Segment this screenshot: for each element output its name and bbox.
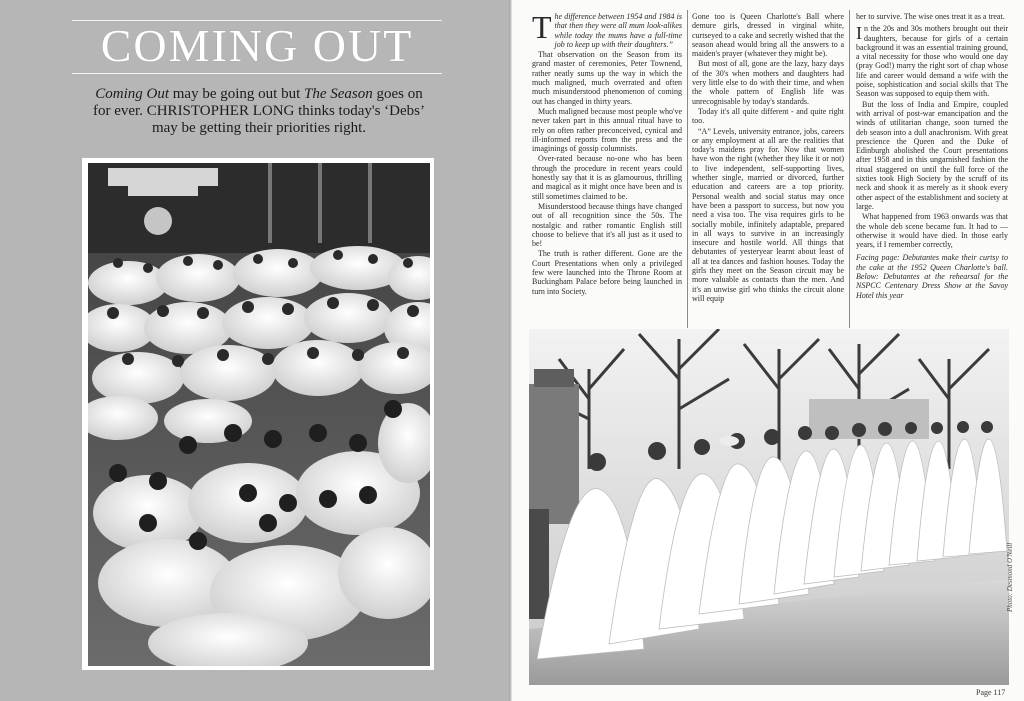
col3-dropcap-text: n the 20s and 30s mothers brought out their daughters, because for girls of a certain background it was an essential training ground, a vital necessity for those who would one day (pray God!) marry the right sort of chap whose life and career would demand a wife with the poise, sophistication and social skills that The Season was supposed to equip them with.	[856, 24, 1008, 99]
standfirst-title-1: Coming Out	[95, 86, 169, 102]
col1-paragraph-1: That observation on the Season from its grand master of ceremonies, Peter Townend, rather neatly sums up the way in which the much maligned, much overrated and often much misunderstood phenomenon of coming out has changed in thirty years.	[532, 50, 682, 106]
col1-paragraph-2: Much maligned because most people who've never taken part in this annual ritual have to rely on often rather preconceived, cynical and ill-informed reports from the press and the imaginings of gossip columnists.	[532, 106, 682, 154]
col2-paragraph-4: “A” Levels, university entrance, jobs, careers or any employment at all are the realities that today's maidens pray for. Now that women have won the right (whether they like it or not) to live independent, self-supporting lives, whether single, married or divorced, further education and careers are a top priority. Personal wealth and social status may once have been a passport to success, but now you need a visa too. The visa requires girls to be socially mobile, infinitely adaptable, prepared in all ways to survive in an increasingly insecure and hostile world. All things that debutantes of yesteryear learnt about least of all at tea dances and fashion houses. Today the girls they meet on the Season circuit may be more valuable as contacts than the men. And it's an unwise girl who thinks the circuit alone will equip	[692, 126, 844, 303]
col3-paragraph-1: her to survive. The wise ones treat it as a treat.	[856, 12, 1005, 21]
dropcap-i: I	[856, 23, 862, 44]
article-column-3	[856, 12, 1008, 301]
ballroom-photo-illustration	[88, 163, 430, 666]
col2-paragraph-2: But most of all, gone are the lazy, hazy days of the 30's when mothers and daughters had very little else to do with their time, and when the whole pattern of English life was unrecognisable by today's standards.	[692, 59, 844, 106]
col3-paragraph-2	[856, 24, 1008, 98]
col1-paragraph-5: The truth is rather different. Gone are the Court Presentations when only a privileged few were launched into the Throne Room at Buckingham Palace before being launched in turn into Society.	[532, 249, 682, 296]
page-number: Page 117	[976, 688, 1006, 697]
col2-paragraph-1: Gone too is Queen Charlotte's Ball where demure girls, dressed in virginal white, curtseyed to a cake and secretly wished that the season ahead would bring all the answers to a maiden's prayer (whatever they might be).	[692, 12, 844, 59]
standfirst-text-1: may be going out but	[169, 86, 304, 102]
headline-rule-bottom	[72, 73, 442, 74]
article-column-2	[692, 12, 844, 304]
column-rule-1	[687, 10, 688, 328]
col1-paragraph-3: Over-rated because no-one who has been through the procedure in recent years could honestly say that it is as glamourous, thrilling and magical as it might once have been and is still sometimes claimed to be.	[532, 154, 682, 201]
rehearsal-photo-illustration	[529, 329, 1009, 685]
debutantes-ballroom-photo	[88, 163, 430, 666]
photo-caption: Facing page: Debutantes make their curtsy to the cake at the 1952 Queen Charlotte's ball. Below: Debutantes at the rehearsal for the NSPCC Centenary Dress Show at the Savoy Hotel this year	[856, 253, 1008, 300]
standfirst	[86, 86, 432, 137]
article-column-1	[532, 9, 682, 297]
col2-paragraph-3: Today it's all quite different - and quite right too.	[692, 106, 844, 126]
standfirst-title-2: The Season	[304, 86, 373, 102]
savoy-rehearsal-photo	[529, 329, 1009, 685]
standfirst-text-2: goes on for ever. CHRISTOPHER LONG thinks today's ‘Debs’ may be getting their priorities right.	[93, 86, 425, 136]
photo-credit: Photo: Desmond O'Neill	[1006, 542, 1014, 612]
col3-paragraph-4: What happened from 1963 onwards was that the whole deb scene became fun. It had to — otherwise it would have died. In those early years, if I remember correctly,	[856, 212, 1008, 250]
article-lead	[532, 9, 682, 49]
dropcap-t: T	[532, 9, 552, 45]
col1-paragraph-4: Misunderstood because things have changed out of all recognition since the 50s. The nostalgic and rather romantic English still choose to believe that it's all just as it used to be!	[532, 201, 682, 249]
headline: COMING OUT	[100, 20, 414, 71]
col3-paragraph-3: But the loss of India and Empire, coupled with arrival of post-war emancipation and the winds of utilitarian change, soon turned the deb season into a dull anachronism. With great prescience the Queen and the Duke of Edinburgh abolished the Court presentations after 1958 and in this ungarnished fashion the ritual staggered on until the full force of the sixties took High Society by the scruff of its neck and shook it as merely as it shook every other aspect of the establishment and society at large.	[856, 99, 1008, 211]
column-rule-2	[849, 10, 850, 328]
lead-text: he difference between 1954 and 1984 is that then they were all mum look-alikes while today the mums have a full-time job to keep up with their daughters.”	[554, 12, 682, 49]
